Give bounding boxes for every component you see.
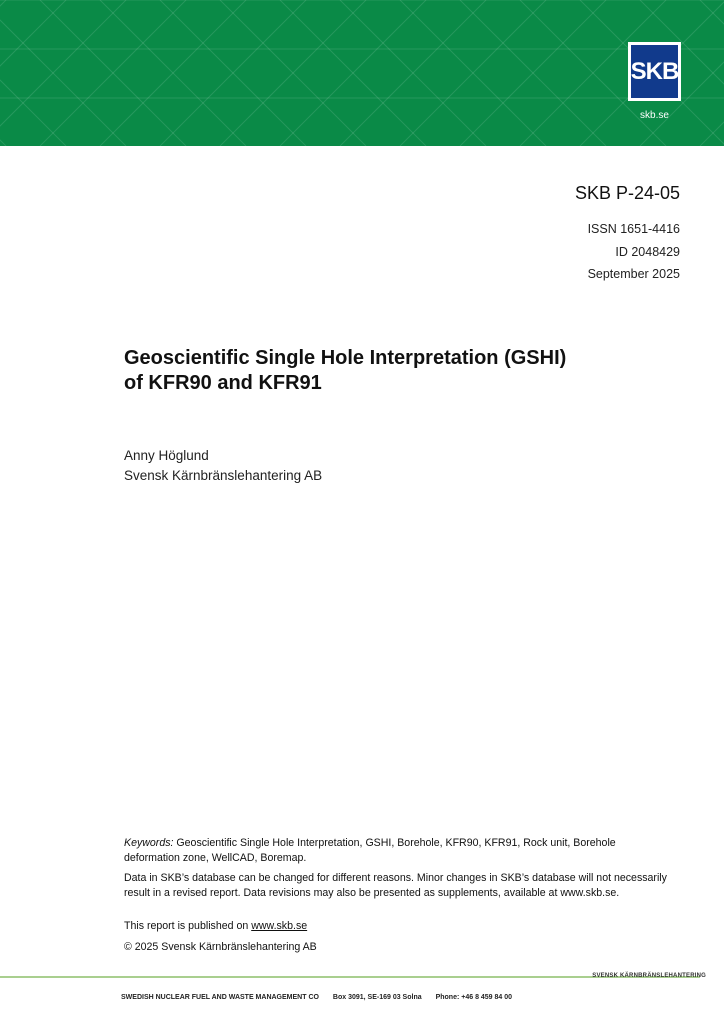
published-link[interactable]: www.skb.se	[251, 920, 308, 932]
keywords-label: Keywords:	[124, 837, 174, 849]
header-banner	[0, 0, 724, 146]
author-organization: Svensk Kärnbränslehantering AB	[124, 468, 323, 483]
report-date: September 2025	[587, 267, 680, 281]
pattern-line	[0, 0, 126, 146]
report-id: ID 2048429	[615, 245, 680, 259]
copyright: © 2025 Svensk Kärnbränslehantering AB	[124, 941, 317, 953]
footer-address: Box 3091, SE-169 03 Solna	[332, 994, 422, 1001]
footer-phone: Phone: +46 8 459 84 00	[435, 994, 513, 1001]
issn: ISSN 1651-4416	[587, 222, 680, 236]
published-note	[124, 919, 672, 934]
document-title	[124, 346, 644, 396]
pattern-line	[0, 0, 66, 146]
report-number: SKB P-24-05	[574, 183, 680, 203]
keywords	[124, 836, 672, 866]
footer-company: SWEDISH NUCLEAR FUEL AND WASTE MANAGEMENT CO	[121, 994, 319, 1001]
site-link[interactable]: skb.se	[640, 110, 669, 121]
footer-brand: SVENSK KÄRNBRÄNSLEHANTERING	[592, 973, 706, 979]
database-note: Data in SKB’s database can be changed for different reasons. Minor changes in SKB’s database will not necessarily result in a revised report. Data revisions may also be presented as supplements, available at www.skb.se.	[124, 872, 667, 899]
banner-pattern	[0, 0, 724, 146]
author-name: Anny Höglund	[124, 448, 209, 463]
skb-logo-mark	[631, 45, 678, 98]
published-prefix: This report is published on	[124, 920, 252, 932]
pattern-line	[0, 0, 6, 146]
footer-info	[121, 994, 524, 1001]
skb-logo-text: SKB	[630, 57, 679, 85]
keywords-text: Geoscientific Single Hole Interpretation, GSHI, Borehole, KFR90, KFR91, Rock unit, Borehole deformation zone, WellCAD, Boremap.	[124, 837, 616, 864]
pattern-line	[0, 0, 6, 146]
skb-logo[interactable]	[628, 42, 681, 101]
pattern-line	[0, 0, 66, 146]
title-line: Geoscientific Single Hole Interpretation (GSHI)	[124, 347, 567, 369]
title-line: of KFR90 and KFR91	[124, 372, 322, 394]
pattern-line	[0, 0, 126, 146]
